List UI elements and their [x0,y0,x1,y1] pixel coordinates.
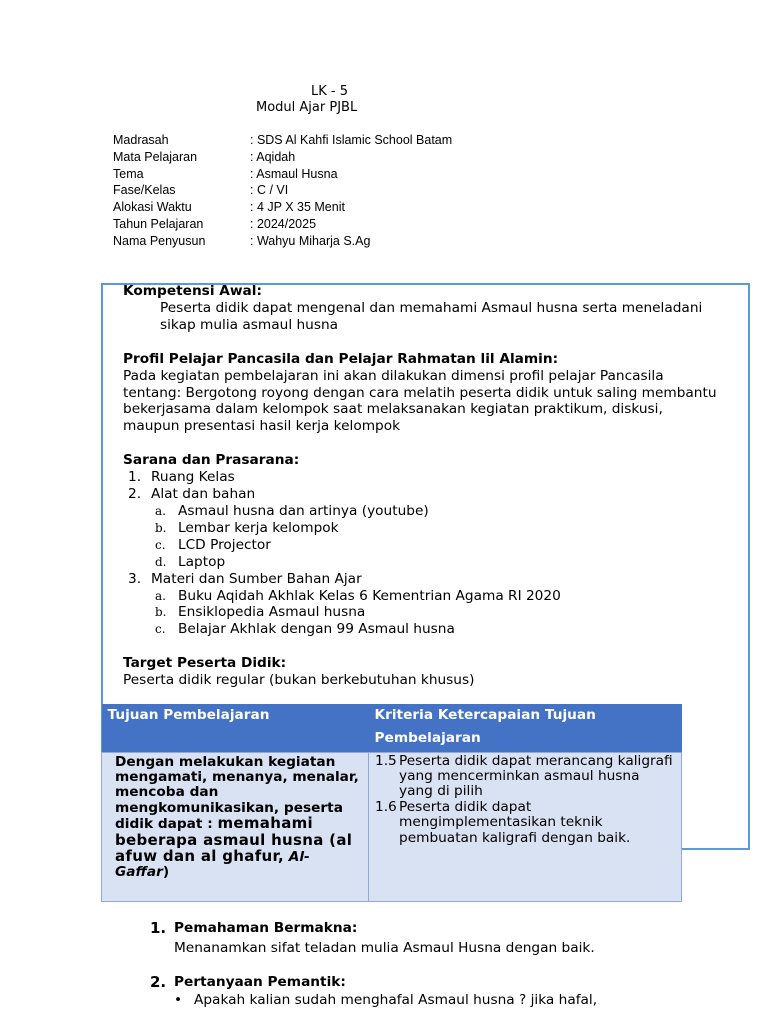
list-number: 2. [128,486,142,503]
list-item [150,554,723,571]
meta-row-mata-pelajaran [113,149,452,166]
list-letter: c. [155,622,166,637]
meta-label: Alokasi Waktu [113,200,192,215]
meta-value: : SDS Al Kahfi Islamic School Batam [250,133,453,147]
meta-row-madrasah [113,132,452,149]
list-letter: a. [155,588,166,603]
meta-row-alokasi-waktu [113,199,452,216]
kriteria-number: 1.6 [375,798,397,815]
list-item-label: Materi dan Sumber Bahan Ajar [151,570,362,587]
bullet-item [150,991,710,1009]
list-letter: b. [155,520,167,535]
meta-row-tahun-pelajaran [113,216,452,233]
list-item-label: Asmaul husna dan artinya (youtube) [178,502,429,519]
alat-bahan-list [123,503,723,571]
materi-list [123,588,723,639]
list-item [150,621,723,638]
meta-label: Fase/Kelas [113,183,176,198]
tujuan-italic: Al-Gaffar [115,848,310,881]
tujuan-close: ) [162,864,170,881]
list-number: 1. [128,469,142,486]
tujuan-lead: Dengan melakukan kegiatan mengamati, menanya, menalar, mencoba dan mengkomunikasikan, peserta didik dapat : [115,753,359,833]
profil-heading: Profil Pelajar Pancasila dan Pelajar Rahmatan lil Alamin: [123,350,559,367]
meta-value: : Aqidah [250,149,296,164]
meta-value: : Asmaul Husna [250,166,338,181]
list-item-label: Ensiklopedia Asmaul husna [178,604,366,621]
kriteria-text: Peserta didik dapat merancang kaligrafi yang mencerminkan asmaul husna yang di pilih [399,752,673,800]
list-item [123,571,723,588]
profil-text: Pada kegiatan pembelajaran ini akan dilakukan dimensi profil pelajar Pancasila tentang: Bergotong royong dengan cara melatih peserta didik untuk saling membantu bekerjasama dalam kelompok saat melaksanakan kegiatan praktikum, diskusi, maupun presentasi hasil kerja kelompok [123,367,717,435]
meta-label: Tema [113,166,144,181]
target-text: Peserta didik regular (bukan berkebutuhan khusus) [123,672,475,689]
meta-label: Madrasah [113,133,169,147]
list-item-label: LCD Projector [178,536,271,553]
col-header-kriteria: Kriteria Ketercapaian Tujuan Pembelajaran [369,704,682,752]
list-item [150,919,710,937]
table-row [102,752,682,901]
pemantik-heading: Pertanyaan Pemantik: [174,974,346,990]
meta-value: : C / VI [250,183,289,198]
kriteria-cell [369,752,682,901]
meta-value: : 4 JP X 35 Menit [250,200,345,215]
kriteria-item [375,800,677,846]
list-letter: a. [155,503,166,518]
kriteria-number: 1.5 [375,752,397,769]
meta-label: Nama Penyusun [113,233,206,248]
list-item [123,486,723,503]
doc-title: LK - 5 [311,84,348,99]
meta-label: Mata Pelajaran [113,149,198,164]
kompetensi-text: Peserta didik dapat mengenal dan memahami Asmaul husna serta meneladani sikap mulia asmaul husna [160,299,703,333]
bottom-section [150,919,710,1009]
meta-label: Tahun Pelajaran [113,216,204,231]
meta-row-nama-penyusun [113,233,452,250]
meta-value: : Wahyu Miharja S.Ag [250,233,371,248]
list-item [150,537,723,554]
kriteria-item [375,754,677,800]
meta-value: : 2024/2025 [250,216,317,231]
meta-row-tema [113,166,452,183]
col-header-tujuan: Tujuan Pembelajaran [102,704,369,752]
list-item-label: Alat dan bahan [151,486,256,503]
list-item [150,503,723,520]
sarana-list [123,469,723,503]
sarana-heading: Sarana dan Prasarana: [123,452,300,469]
kriteria-text: Peserta didik dapat mengimplementasikan teknik pembuatan kaligrafi dengan baik. [399,798,631,846]
list-number: 3. [128,570,142,587]
pemantik-text: Apakah kalian sudah menghafal Asmaul husna ? jika hafal, [194,992,598,1008]
list-item-label: Buku Aqidah Akhlak Kelas 6 Kementrian Agama RI 2020 [178,587,561,604]
pemahaman-heading: Pemahaman Bermakna: [174,920,358,936]
list-item [150,588,723,605]
list-letter: b. [155,605,167,620]
meta-row-fase-kelas [113,182,452,199]
list-item [123,469,723,486]
module-content [123,283,723,689]
target-heading: Target Peserta Didik: [123,655,287,672]
list-item-label: Lembar kerja kelompok [178,519,339,536]
list-number: 2. [150,973,167,991]
list-letter: d. [155,554,167,569]
list-item-label: Laptop [178,553,226,570]
doc-subtitle: Modul Ajar PJBL [256,100,358,115]
list-item-label: Ruang Kelas [151,469,235,486]
sarana-list-cont [123,571,723,588]
list-number: 1. [150,919,167,937]
pemahaman-text: Menanamkan sifat teladan mulia Asmaul Husna dengan baik. [174,940,595,956]
list-item [150,973,710,991]
list-letter: c. [155,537,166,552]
list-item [150,604,723,621]
kompetensi-heading: Kompetensi Awal: [123,283,262,299]
bullet-icon: • [174,992,183,1008]
identity-block [113,132,452,250]
learning-objectives-table [101,704,682,902]
list-item [150,520,723,537]
tujuan-main: memahami beberapa asmaul husna (al afuw dan al ghafur, [115,814,353,865]
tujuan-cell [102,752,369,901]
list-item-label: Belajar Akhlak dengan 99 Asmaul husna [178,621,455,638]
